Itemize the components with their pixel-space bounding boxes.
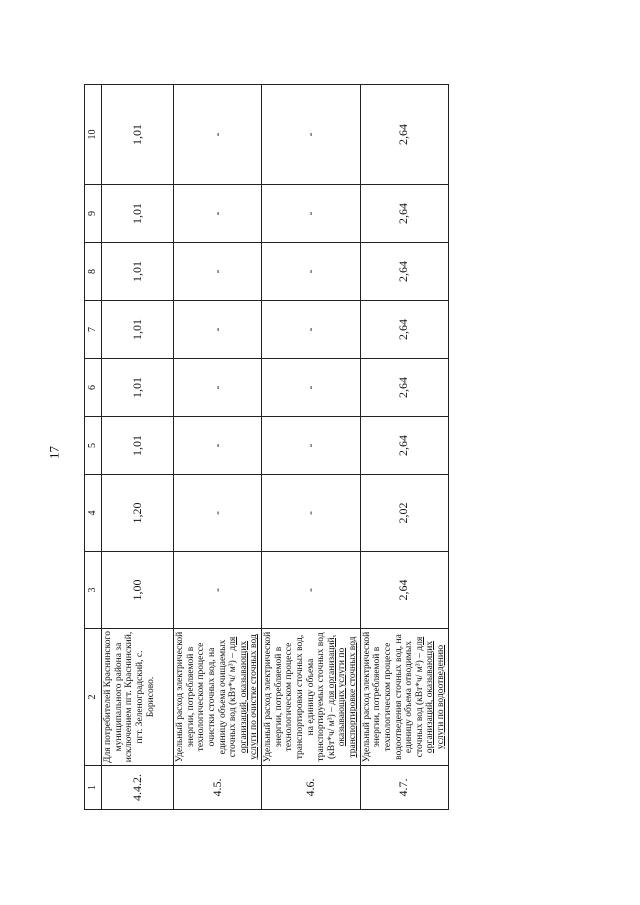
- value-cell: 2,64: [360, 301, 448, 359]
- table-header-row: [85, 85, 102, 810]
- value-cell: -: [174, 359, 262, 417]
- row-description: [174, 629, 262, 766]
- value-cell: -: [262, 359, 361, 417]
- header-cell: 9: [85, 185, 102, 243]
- table-row: [102, 85, 174, 810]
- table-row: [174, 85, 262, 810]
- table-frame: [84, 85, 446, 810]
- row-description: [262, 629, 361, 766]
- row-description: [102, 629, 174, 766]
- table-row: [262, 85, 361, 810]
- value-cell: -: [174, 243, 262, 301]
- value-cell: 1,20: [102, 475, 174, 552]
- value-cell: -: [262, 475, 361, 552]
- value-cell: 1,01: [102, 243, 174, 301]
- value-cell: 1,01: [102, 417, 174, 475]
- description-underlined: для организаций, оказывающих услуги по водоотведению: [414, 636, 446, 754]
- header-cell: 2: [85, 629, 102, 766]
- row-number: 4.6.: [262, 766, 361, 810]
- value-cell: -: [174, 417, 262, 475]
- description-text: Удельный расход электрической энергии, потребляемой в технологическом процессе водоотведения сточных вод, на единицу объема отводимых сточных вод (кВт*ч/ м³) –: [361, 631, 425, 763]
- value-cell: -: [174, 185, 262, 243]
- value-cell: 1,01: [102, 185, 174, 243]
- value-cell: -: [262, 85, 361, 185]
- indicators-table: [84, 84, 449, 810]
- value-cell: 2,64: [360, 243, 448, 301]
- description-text: Для потребителей Краснинского муниципального района за исключением пгт. Краснинский, пгт. Зеленоградский, с. Борисово.: [103, 631, 156, 763]
- row-description: [360, 629, 448, 766]
- header-cell: 10: [85, 85, 102, 185]
- value-cell: 2,64: [360, 85, 448, 185]
- description-underlined: для организаций, оказывающих услуги по транспортировке сточных вод: [326, 634, 358, 758]
- value-cell: -: [174, 475, 262, 552]
- value-cell: 1,01: [102, 359, 174, 417]
- header-cell: 5: [85, 417, 102, 475]
- value-cell: 2,64: [360, 417, 448, 475]
- header-cell: 1: [85, 766, 102, 810]
- row-number: 4.7.: [360, 766, 448, 810]
- value-cell: 1,01: [102, 301, 174, 359]
- value-cell: -: [262, 301, 361, 359]
- value-cell: -: [174, 301, 262, 359]
- header-cell: 8: [85, 243, 102, 301]
- description-text: Удельный расход электрической энергии, потребляемой в технологическом процессе очистки сточных вод, на единицу объема очищаемых сточных вод (кВт*ч/ м³) –: [175, 631, 239, 763]
- page-number: 17: [46, 446, 62, 459]
- table-row: [360, 85, 448, 810]
- value-cell: 2,64: [360, 552, 448, 629]
- value-cell: 2,64: [360, 359, 448, 417]
- description-text: Удельный расход электрической энергии, потребляемой в технологическом процессе транспортировки сточных вод, на единицу объема транспортируемых сточных вод (кВт*ч/ м³) –: [263, 631, 337, 763]
- header-cell: 4: [85, 475, 102, 552]
- value-cell: 2,64: [360, 185, 448, 243]
- row-number: 4.5.: [174, 766, 262, 810]
- header-cell: 7: [85, 301, 102, 359]
- value-cell: -: [174, 85, 262, 185]
- value-cell: 1,00: [102, 552, 174, 629]
- value-cell: -: [174, 552, 262, 629]
- value-cell: -: [262, 552, 361, 629]
- rotated-table-container: [84, 85, 446, 810]
- header-cell: 3: [85, 552, 102, 629]
- value-cell: -: [262, 185, 361, 243]
- value-cell: 1,01: [102, 85, 174, 185]
- value-cell: -: [262, 417, 361, 475]
- header-cell: 6: [85, 359, 102, 417]
- row-number: 4.4.2.: [102, 766, 174, 810]
- value-cell: 2,02: [360, 475, 448, 552]
- description-underlined: для организаций, оказывающих услуги по очистке сточных вод: [228, 634, 260, 760]
- value-cell: -: [262, 243, 361, 301]
